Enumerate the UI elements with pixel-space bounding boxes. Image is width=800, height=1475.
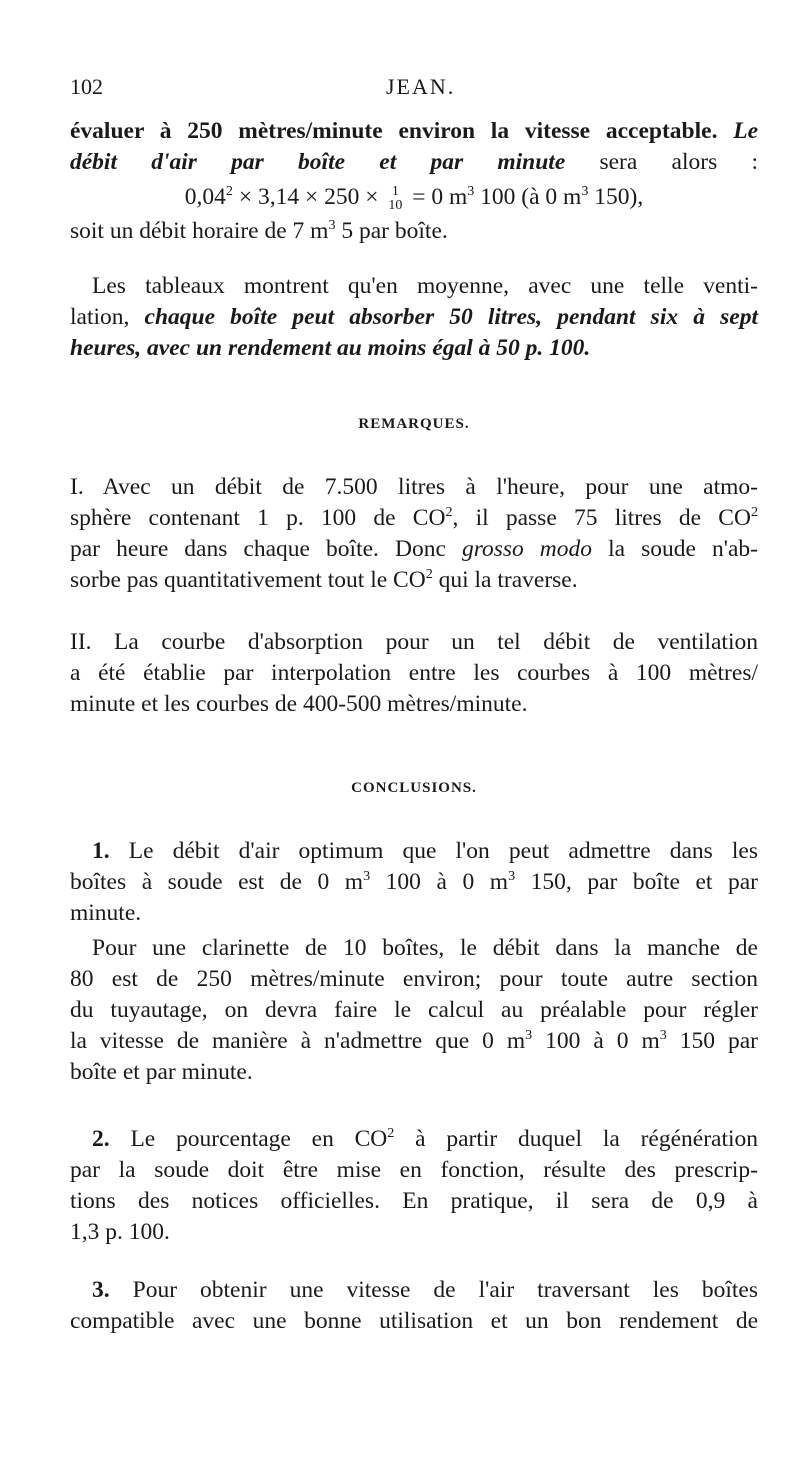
text-line: I. Avec un débit de 7.500 litres à l'heure, pour une atmo- — [70, 474, 758, 500]
section-heading-conclusions: CONCLUSIONS. — [351, 780, 477, 796]
text-line: 1,3 p. 100. — [70, 1219, 170, 1245]
remarque-1 — [70, 472, 758, 596]
text-line: la vitesse de manière à n'admettre que 0 $m^3$ 100 à 0 $m^3$ 150 par — [70, 1027, 758, 1054]
conclusion-2 — [70, 1124, 758, 1248]
text-line: 80 est de 250 mètres/minute environ; pour toute autre section — [70, 966, 758, 992]
text-line: 2. Le pourcentage en $CO^2$ à partir duquel la régénération — [92, 1125, 759, 1152]
text-line: II. La courbe d'absorption pour un tel débit de ventilation — [70, 629, 758, 655]
conclusion-1 — [70, 836, 758, 929]
text-line: Les tableaux montrent qu'en moyenne, avec une telle venti- — [92, 273, 758, 299]
text-line: lation, chaque boîte peut absorber 50 litres, pendant six à sept — [70, 304, 758, 330]
text-line: minute. — [70, 900, 142, 926]
text-line: par heure dans chaque boîte. Donc grosso modo la soude n'ab- — [70, 536, 759, 562]
text-line: minute et les courbes de 400-500 mètres/minute. — [70, 691, 528, 717]
text-line: tions des notices officielles. En pratique, il sera de 0,9 à — [70, 1188, 758, 1214]
conclusion-1-continued — [70, 933, 758, 1088]
formula-line: $0,04^2 \times 3,14 \times 250$ × 1 10 = 0 $m^3$ 100 (à 0 $m^3$ 150), — [184, 183, 644, 213]
page-number: 102 — [70, 74, 103, 99]
text-line: 1. Le débit d'air optimum que l'on peut admettre dans les — [92, 838, 758, 864]
text-line: par la soude doit être mise en fonction, résulte des prescrip- — [70, 1157, 758, 1183]
page-header — [70, 74, 758, 104]
text-line: boîte et par minute. — [70, 1059, 253, 1085]
text-line: soit un débit horaire de 7 $m^3$ 5 par boîte. — [70, 217, 448, 244]
text-line: évaluer à 250 mètres/minute environ la vitesse acceptable. Le — [70, 118, 759, 144]
text-line: sphère contenant 1 p. 100 de $CO^2$, il passe 75 litres de $CO^2$ — [70, 504, 758, 531]
text-line: Pour une clarinette de 10 boîtes, le débit dans la manche de — [92, 935, 758, 961]
text-line: sorbe pas quantitativement tout le $CO^2$ qui la traverse. — [70, 566, 578, 593]
text-line: compatible avec une bonne utilisation et un bon rendement de — [70, 1308, 758, 1334]
text-line: heures, avec un rendement au moins égal à 50 p. 100. — [70, 335, 591, 361]
text-line: a été établie par interpolation entre les courbes à 100 mètres/ — [70, 660, 758, 686]
text-line: débit d'air par boîte et par minute sera alors : — [70, 149, 758, 175]
conclusion-3 — [70, 1275, 758, 1337]
text-line: boîtes à soude est de 0 $m^3$ 100 à 0 $m^3$ 150, par boîte et par — [70, 868, 758, 895]
remarque-2 — [70, 627, 758, 720]
text-line: 3. Pour obtenir une vitesse de l'air traversant les boîtes — [92, 1277, 759, 1303]
running-head: JEAN. — [386, 74, 456, 99]
text-line: du tuyautage, on devra faire le calcul au préalable pour régler — [70, 997, 758, 1023]
section-heading-remarques: REMARQUES. — [358, 416, 470, 432]
paragraph-debit — [70, 116, 758, 247]
fraction: 1 10 — [388, 183, 403, 213]
paragraph-tableaux — [70, 271, 758, 364]
